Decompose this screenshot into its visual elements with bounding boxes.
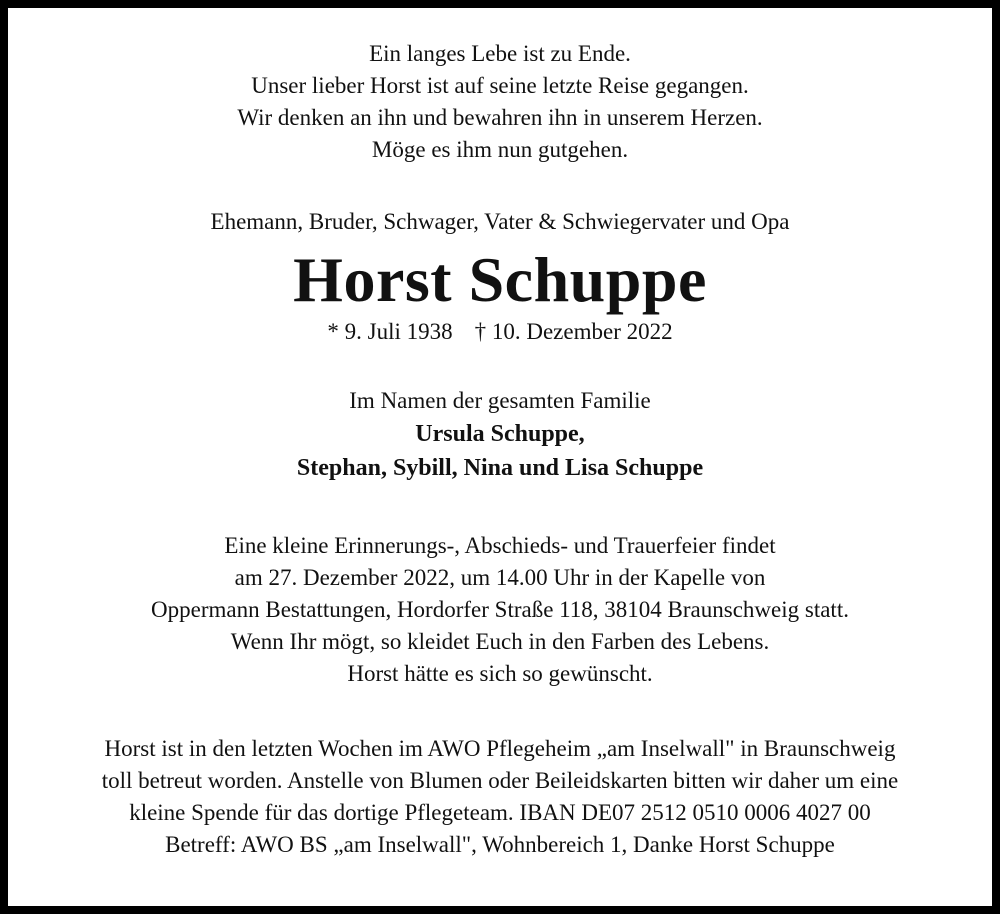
family-name-line: Ursula Schuppe, [415, 421, 585, 447]
family-section [8, 385, 992, 485]
donation-line: Horst ist in den letzten Wochen im AWO Pflegeheim „am Inselwall" in Braunschweig [104, 736, 896, 761]
donation-line: kleine Spende für das dortige Pflegeteam. IBAN DE07 2512 0510 0006 4027 00 [129, 800, 871, 825]
donation-line: toll betreut worden. Anstelle von Blumen oder Beileidskarten bitten wir daher um eine [101, 768, 899, 793]
ceremony-line: Eine kleine Erinnerungs-, Abschieds- und Trauerfeier findet [224, 533, 776, 558]
poem-section [8, 38, 992, 166]
family-intro: Im Namen der gesamten Familie [349, 388, 651, 413]
life-dates [8, 316, 992, 348]
relation-line: Ehemann, Bruder, Schwager, Vater & Schwiegervater und Opa [210, 209, 790, 234]
deceased-name: Horst Schuppe [293, 244, 707, 315]
donation-section [8, 733, 992, 861]
death-date: † 10. Dezember 2022 [474, 319, 673, 344]
poem-line: Unser lieber Horst ist auf seine letzte Reise gegangen. [251, 73, 749, 98]
relation-section [8, 206, 992, 238]
birth-date: * 9. Juli 1938 [327, 319, 453, 344]
family-name-line: Stephan, Sybill, Nina und Lisa Schuppe [296, 455, 704, 481]
poem-line: Möge es ihm nun gutgehen. [371, 137, 629, 162]
donation-line: Betreff: AWO BS „am Inselwall", Wohnbereich 1, Danke Horst Schuppe [165, 832, 835, 857]
ceremony-line: Horst hätte es sich so gewünscht. [347, 661, 653, 686]
poem-line: Ein langes Lebe ist zu Ende. [369, 41, 631, 66]
ceremony-line: Wenn Ihr mögt, so kleidet Euch in den Farben des Lebens. [230, 629, 770, 654]
ceremony-line: am 27. Dezember 2022, um 14.00 Uhr in der Kapelle von [234, 565, 766, 590]
ceremony-section [8, 530, 992, 690]
poem-line: Wir denken an ihn und bewahren ihn in unserem Herzen. [237, 105, 763, 130]
ceremony-line: Oppermann Bestattungen, Hordorfer Straße 118, 38104 Braunschweig statt. [151, 597, 849, 622]
